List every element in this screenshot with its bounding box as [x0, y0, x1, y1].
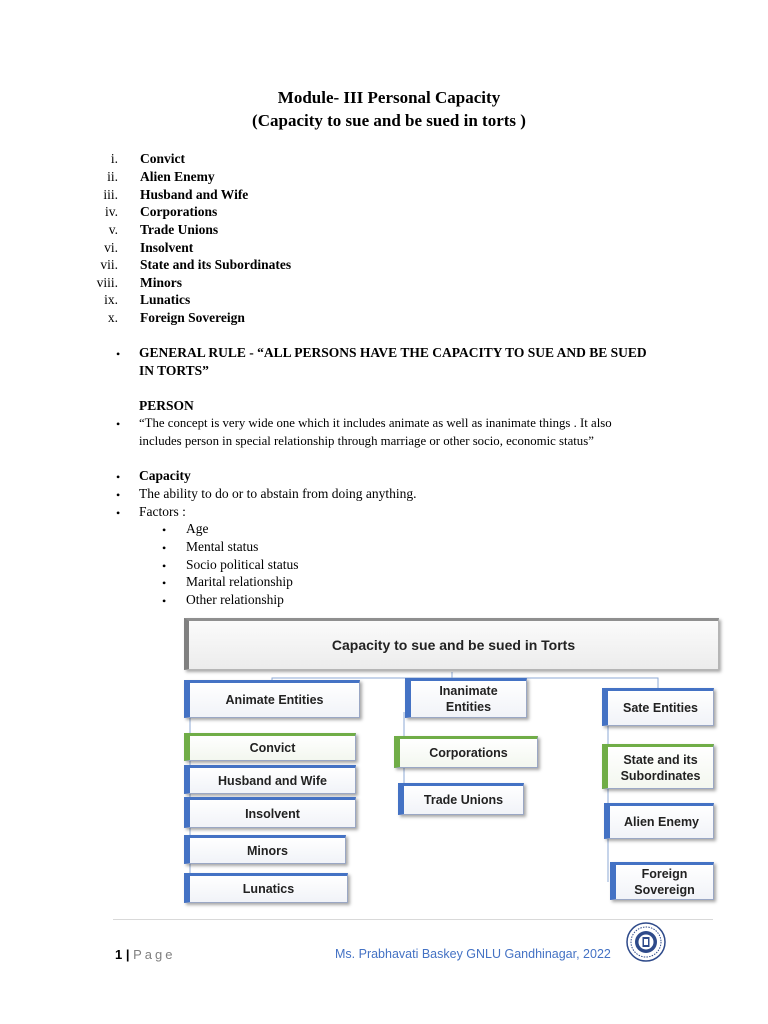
list-item: Alien Enemy	[140, 169, 215, 184]
state-item-box: Alien Enemy	[604, 803, 714, 839]
inanimate-item-box: Trade Unions	[398, 783, 524, 815]
list-number: ix.	[104, 292, 118, 307]
list-number: viii.	[96, 275, 118, 290]
state-entities-box: Sate Entities	[602, 688, 714, 726]
list-item: Insolvent	[140, 240, 194, 255]
person-definition: “The concept is very wide one which it includes animate as well as inanimate things . It also	[139, 416, 612, 430]
animate-item-box: Insolvent	[184, 797, 356, 828]
bullet: •	[116, 488, 121, 502]
capacity-definition: The ability to do or to abstain from doing anything.	[139, 486, 417, 501]
page-separator: |	[125, 947, 130, 962]
bullet: •	[162, 541, 167, 555]
list-item: Corporations	[140, 204, 218, 219]
general-rule: GENERAL RULE - “ALL PERSONS HAVE THE CAPACITY TO SUE AND BE SUED	[139, 345, 647, 360]
author-credit: Ms. Prabhavati Baskey GNLU Gandhinagar, 2022	[335, 947, 611, 961]
bullet: •	[162, 576, 167, 590]
bullet: •	[116, 470, 121, 484]
bullet: •	[162, 559, 167, 573]
list-number: x.	[107, 310, 118, 325]
inanimate-entities-box: Inanimate Entities	[405, 678, 527, 718]
animate-item-box: Husband and Wife	[184, 765, 356, 794]
person-definition-cont: includes person in special relationship through marriage or other socio, economic status”	[139, 434, 594, 448]
general-rule-cont: IN TORTS”	[139, 363, 209, 378]
list-number: ii.	[107, 169, 118, 184]
page-number: 1	[115, 947, 123, 962]
factor-item: Socio political status	[186, 557, 299, 572]
list-item: Convict	[140, 151, 185, 166]
animate-entities-box: Animate Entities	[184, 680, 360, 718]
list-number: vi.	[104, 240, 118, 255]
state-item-box: State and its Subordinates	[602, 744, 714, 789]
person-heading: PERSON	[139, 398, 194, 413]
list-number: iv.	[105, 204, 118, 219]
document-title: Module- III Personal Capacity	[277, 88, 501, 107]
list-number: iii.	[103, 187, 118, 202]
animate-item-box: Minors	[184, 835, 346, 864]
list-number: i.	[110, 151, 118, 166]
list-item: Minors	[140, 275, 182, 290]
list-number: v.	[108, 222, 118, 237]
factors-label: Factors :	[139, 504, 186, 519]
page-number-block	[115, 947, 176, 962]
inanimate-item-box: Corporations	[394, 736, 538, 768]
footer-divider	[113, 919, 713, 920]
bullet: •	[116, 347, 121, 361]
animate-item-box: Convict	[184, 733, 356, 761]
list-item: Foreign Sovereign	[140, 310, 245, 325]
factor-item: Other relationship	[186, 592, 284, 607]
capacity-heading: Capacity	[139, 468, 191, 483]
bullet: •	[116, 417, 121, 431]
factor-item: Mental status	[186, 539, 259, 554]
factor-item: Age	[186, 521, 209, 536]
gnlu-seal-icon	[626, 922, 666, 962]
diagram-root-box: Capacity to sue and be sued in Torts	[184, 618, 719, 670]
bullet: •	[162, 594, 167, 608]
animate-item-box: Lunatics	[184, 873, 348, 903]
state-item-box: Foreign Sovereign	[610, 862, 714, 900]
factor-item: Marital relationship	[186, 574, 293, 589]
list-item: Lunatics	[140, 292, 191, 307]
list-item: Trade Unions	[140, 222, 219, 237]
list-item: State and its Subordinates	[140, 257, 292, 272]
page-word: Page	[133, 947, 176, 962]
list-number: vii.	[100, 257, 118, 272]
bullet: •	[116, 506, 121, 520]
document-subtitle: (Capacity to sue and be sued in torts )	[252, 111, 526, 130]
list-item: Husband and Wife	[140, 187, 249, 202]
bullet: •	[162, 523, 167, 537]
